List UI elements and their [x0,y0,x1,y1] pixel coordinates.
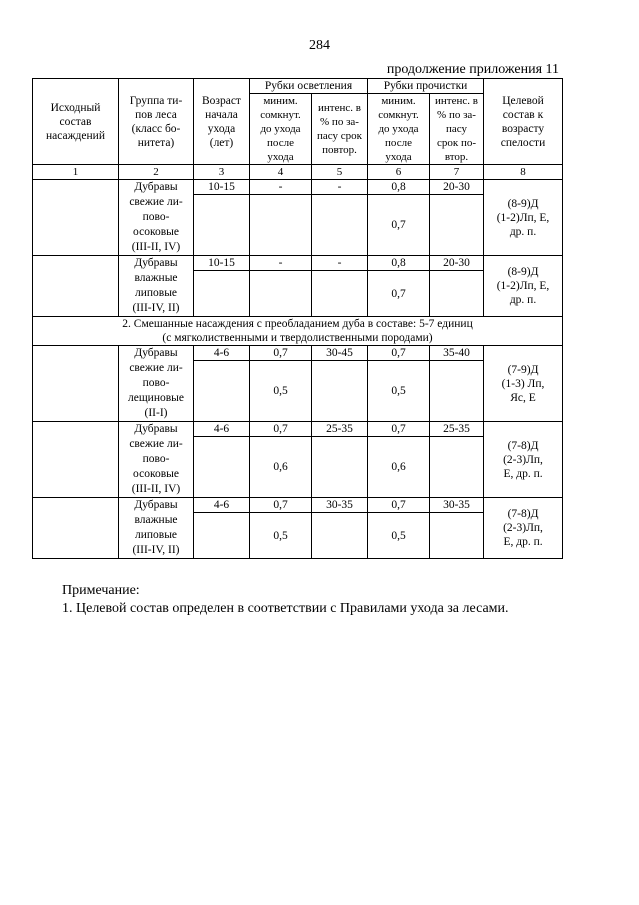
forest-type-cell: Дубравы влажные липовые (III-IV, II) [119,498,194,559]
column-number: 1 [33,165,119,180]
value-cell: 30-35 [312,498,368,513]
value-cell [430,513,484,559]
value-cell: 0,7 [250,498,312,513]
forest-type-cell: Дубравы свежие ли- пово- осоковые (III-II, IV) [119,180,194,256]
continuation-label: продолжение приложения 11 [386,62,559,77]
initial-composition-cell [33,256,119,317]
value-cell [430,195,484,256]
value-cell: 0,5 [368,361,430,422]
target-composition-cell: (8-9)Д (1-2)Лп, Е, др. п. [484,256,563,317]
header-clearing-cuts: Рубки осветления [250,79,368,94]
header-row-top [33,79,563,94]
value-cell: 4-6 [194,346,250,361]
value-cell [312,513,368,559]
column-number: 3 [194,165,250,180]
value-cell [194,361,250,422]
value-cell: 25-35 [430,422,484,437]
value-cell [312,361,368,422]
value-cell [194,513,250,559]
value-cell [194,195,250,256]
value-cell: 0,5 [250,361,312,422]
value-cell: 10-15 [194,256,250,271]
value-cell [194,437,250,498]
forest-type-cell: Дубравы свежие ли- пово- лещиновые (II-I) [119,346,194,422]
value-cell: 10-15 [194,180,250,195]
value-cell [312,195,368,256]
value-cell: - [250,180,312,195]
value-cell: 0,5 [250,513,312,559]
initial-composition-cell [33,180,119,256]
value-cell [250,271,312,317]
initial-composition-cell [33,346,119,422]
page-number: 284 [309,38,330,53]
header-intensity-a: интенс. в % по за- пасу срок повтор. [312,94,368,165]
value-cell: 0,6 [368,437,430,498]
column-number: 2 [119,165,194,180]
column-number: 4 [250,165,312,180]
header-intensity-b: интенс. в % по за- пасу срок по- втор. [430,94,484,165]
value-cell: 0,8 [368,180,430,195]
value-cell [430,437,484,498]
value-cell: 20-30 [430,180,484,195]
value-cell: 0,6 [250,437,312,498]
value-cell: 30-45 [312,346,368,361]
value-cell [194,271,250,317]
value-cell: 0,7 [250,422,312,437]
value-cell: 4-6 [194,422,250,437]
table-row [33,256,563,271]
value-cell [312,271,368,317]
section-heading-row [33,317,563,346]
value-cell: - [250,256,312,271]
table-row [33,422,563,437]
value-cell: 20-30 [430,256,484,271]
value-cell [430,361,484,422]
value-cell: 0,7 [368,195,430,256]
header-start-age: Возраст начала ухода (лет) [194,79,250,165]
note-block [62,582,509,618]
header-initial-composition: Исходный состав насаждений [33,79,119,165]
table-row [33,180,563,195]
value-cell: - [312,256,368,271]
header-min-density-a: миним. сомкнут. до ухода после ухода [250,94,312,165]
initial-composition-cell [33,422,119,498]
value-cell: 0,7 [368,271,430,317]
header-min-density-b: миним. сомкнут. до ухода после ухода [368,94,430,165]
value-cell: 35-40 [430,346,484,361]
table-row [33,346,563,361]
column-number: 8 [484,165,563,180]
value-cell: 0,5 [368,513,430,559]
forest-care-table [32,78,563,559]
column-number: 7 [430,165,484,180]
target-composition-cell: (8-9)Д (1-2)Лп, Е, др. п. [484,180,563,256]
header-forest-type-group: Группа ти- пов леса (класс бо- нитета) [119,79,194,165]
forest-type-cell: Дубравы свежие ли- пово- осоковые (III-II, IV) [119,422,194,498]
note-text: 1. Целевой состав определен в соответствии с Правилами ухода за лесами. [62,601,509,616]
value-cell [312,437,368,498]
value-cell: 0,7 [250,346,312,361]
target-composition-cell: (7-8)Д (2-3)Лп, Е, др. п. [484,422,563,498]
value-cell: 0,7 [368,346,430,361]
column-number-row [33,165,563,180]
value-cell: 0,7 [368,498,430,513]
value-cell: - [312,180,368,195]
initial-composition-cell [33,498,119,559]
value-cell [250,195,312,256]
note-title: Примечание: [62,583,140,598]
table-row [33,498,563,513]
header-cleaning-cuts: Рубки прочистки [368,79,484,94]
section-heading: 2. Смешанные насаждения с преобладанием дуба в составе: 5-7 единиц (с мягколиственными и твердолиственными породами) [33,317,563,346]
target-composition-cell: (7-9)Д (1-3) Лп, Яс, Е [484,346,563,422]
header-target-composition: Целевой состав к возрасту спелости [484,79,563,165]
value-cell: 25-35 [312,422,368,437]
value-cell: 0,8 [368,256,430,271]
value-cell [430,271,484,317]
target-composition-cell: (7-8)Д (2-3)Лп, Е, др. п. [484,498,563,559]
value-cell: 30-35 [430,498,484,513]
value-cell: 0,7 [368,422,430,437]
forest-type-cell: Дубравы влажные липовые (III-IV, II) [119,256,194,317]
column-number: 6 [368,165,430,180]
column-number: 5 [312,165,368,180]
value-cell: 4-6 [194,498,250,513]
